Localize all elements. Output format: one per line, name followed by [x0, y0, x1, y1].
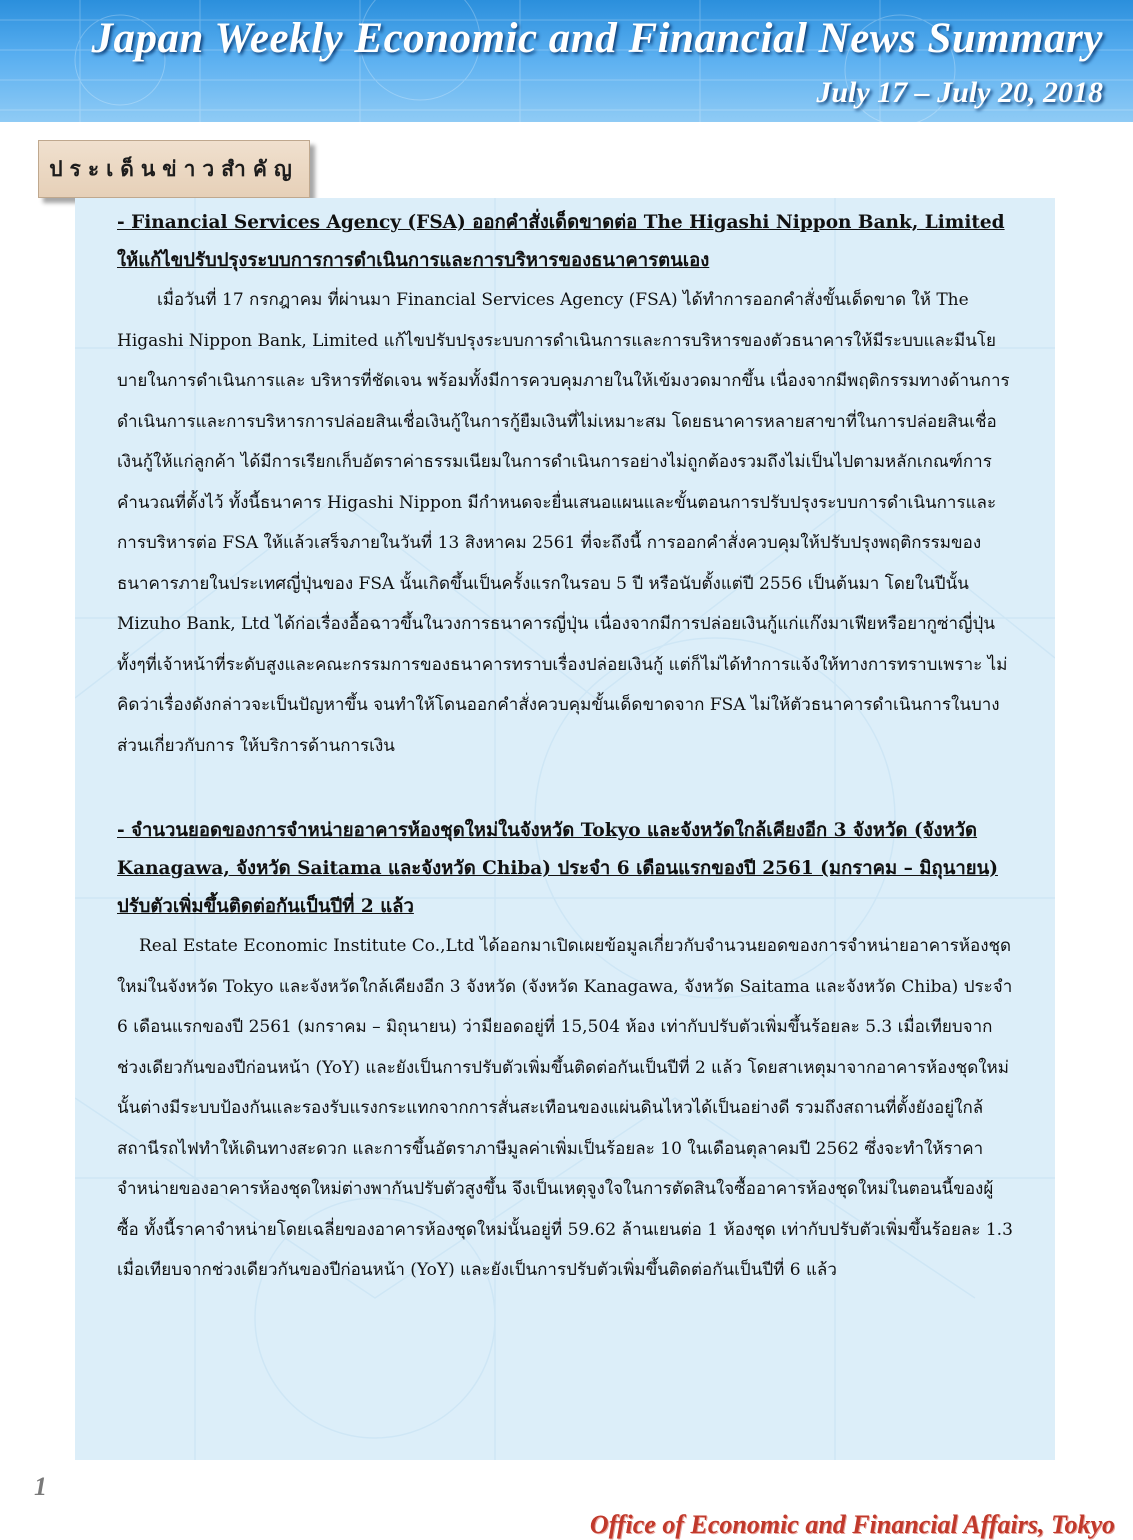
article-headline: - จำนวนยอดของการจำหน่ายอาคารห้องชุดใหม่ในจังหวัด Tokyo และจังหวัดใกล้เคียงอีก 3 จังหวัด (จังหวัด Kanagawa, จังหวัด Saitama และจังหวัด Chiba) ประจำ 6 เดือนแรกของปี 2561 (มกราคม – มิถุนายน) ปรับตัวเพิ่มขึ้นติดต่อกันเป็นปีที่ 2 แล้ว	[117, 820, 998, 917]
date-range: July 17 – July 20, 2018	[816, 76, 1103, 109]
newsletter-title: Japan Weekly Economic and Financial News Summary	[91, 15, 1103, 62]
article-body: Real Estate Economic Institute Co.,Ltd ได้ออกมาเปิดเผยข้อมูลเกี่ยวกับจำนวนยอดของการจำหน่ายอาคารห้องชุดใหม่ในจังหวัด Tokyo และจังหวัดใกล้เคียงอีก 3 จังหวัด (จังหวัด Kanagawa, จังหวัด Saitama และจังหวัด Chiba) ประจำ 6 เดือนแรกของปี 2561 (มกราคม – มิถุนายน) ว่ามียอดอยู่ที่ 15,504 ห้อง เท่ากับปรับตัวเพิ่มขึ้นร้อยละ 5.3 เมื่อเทียบจากช่วงเดียวกันของปีก่อนหน้า (YoY) และยังเป็นการปรับตัวเพิ่มขึ้นติดต่อกันเป็นปีที่ 2 แล้ว โดยสาเหตุมาจากอาคารห้องชุดใหม่นั้นต่างมีระบบป้องกันและรองรับแรงกระแทกจากการสั่นสะเทือนของแผ่นดินไหวได้เป็นอย่างดี รวมถึงสถานที่ตั้งยังอยู่ใกล้สถานีรถไฟทำให้เดินทางสะดวก และการขึ้นอัตราภาษีมูลค่าเพิ่มเป็นร้อยละ 10 ในเดือนตุลาคมปี 2562 ซึ่งจะทำให้ราคาจำหน่ายของอาคารห้องชุดใหม่ต่างพากันปรับตัวสูงขึ้น จึงเป็นเหตุจูงใจในการตัดสินใจซื้ออาคารห้องชุดใหม่ในตอนนี้ของผู้ซื้อ ทั้งนี้ราคาจำหน่ายโดยเฉลี่ยของอาคารห้องชุดใหม่นั้นอยู่ที่ 59.62 ล้านเยนต่อ 1 ห้องชุด เท่ากับปรับตัวเพิ่มขึ้นร้อยละ 1.3 เมื่อเทียบจากช่วงเดียวกันของปีก่อนหน้า (YoY) และยังเป็นการปรับตัวเพิ่มขึ้นติดต่อกันเป็นปีที่ 6 แล้ว	[117, 936, 1013, 1280]
article-condo-sales	[75, 766, 1055, 1291]
article-headline: - Financial Services Agency (FSA) ออกคำสั่งเด็ดขาดต่อ The Higashi Nippon Bank, Limited ให้แก้ไขปรับปรุงระบบการการดำเนินการและการบริหารของธนาคารตนเอง	[117, 212, 1005, 271]
section-tag: ประเด็นข่าวสำคัญ	[38, 140, 310, 198]
header-banner	[0, 0, 1133, 122]
content-panel	[75, 198, 1055, 1460]
page-number: 1	[34, 1472, 47, 1501]
office-footer: Office of Economic and Financial Affairs, Tokyo	[589, 1510, 1115, 1539]
article-fsa-higashi-nippon	[75, 198, 1055, 766]
article-body: เมื่อวันที่ 17 กรกฎาคม ที่ผ่านมา Financial Services Agency (FSA) ได้ทำการออกคำสั่งขั้นเด็ดขาด ให้ The Higashi Nippon Bank, Limited แก้ไขปรับปรุงระบบการดำเนินการและการบริหารของตัวธนาคารให้มีระบบและมีนโยบายในการดำเนินการและ บริหารที่ชัดเจน พร้อมทั้งมีการควบคุมภายในให้เข้มงวดมากขึ้น เนื่องจากมีพฤติกรรมทางด้านการดำเนินการและการบริหารการปล่อยสินเชื่อเงินกู้ในการกู้ยืมเงินที่ไม่เหมาะสม โดยธนาคารหลายสาขาที่ในการปล่อยสินเชื่อเงินกู้ให้แก่ลูกค้า ได้มีการเรียกเก็บอัตราค่าธรรมเนียมในการดำเนินการอย่างไม่ถูกต้องรวมถึงไม่เป็นไปตามหลักเกณฑ์การคำนวณที่ตั้งไว้ ทั้งนี้ธนาคาร Higashi Nippon มีกำหนดจะยื่นเสนอแผนและขั้นตอนการปรับปรุงระบบการดำเนินการและการบริหารต่อ FSA ให้แล้วเสร็จภายในวันที่ 13 สิงหาคม 2561 ที่จะถึงนี้ การออกคำสั่งควบคุมให้ปรับปรุงพฤติกรรมของธนาคารภายในประเทศญี่ปุ่นของ FSA นั้นเกิดขึ้นเป็นครั้งแรกในรอบ 5 ปี หรือนับตั้งแต่ปี 2556 เป็นต้นมา โดยในปีนั้น Mizuho Bank, Ltd ได้ก่อเรื่องอื้อฉาวขึ้นในวงการธนาคารญี่ปุ่น เนื่องจากมีการปล่อยเงินกู้แก่แก๊งมาเฟียหรือยากูซ่าญี่ปุ่น ทั้งๆที่เจ้าหน้าที่ระดับสูงและคณะกรรมการของธนาคารทราบเรื่องปล่อยเงินกู้ แต่ก็ไม่ได้ทำการแจ้งให้ทางการทราบเพราะ ไม่คิดว่าเรื่องดังกล่าวจะเป็นปัญหาขึ้น จนทำให้โดนออกคำสั่งควบคุมขั้นเด็ดขาดจาก FSA ไม่ให้ตัวธนาคารดำเนินการในบางส่วนเกี่ยวกับการ ให้บริการด้านการเงิน	[117, 290, 1010, 756]
